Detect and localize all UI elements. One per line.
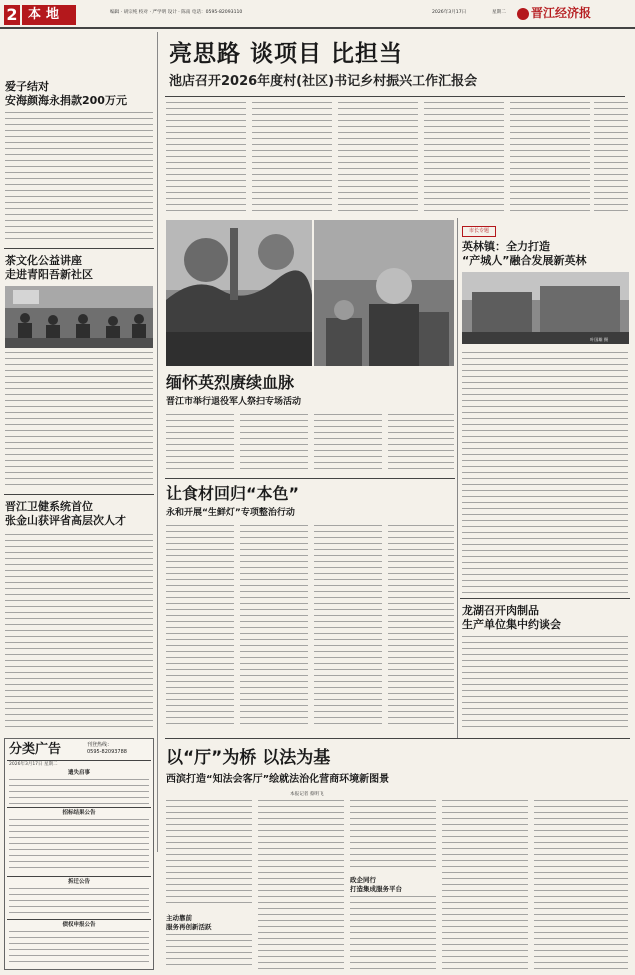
lead-body-col1 [166, 102, 246, 214]
lead-subheadline: 池店召开2026年度村(社区)书记乡村振兴工作汇报会 [169, 74, 478, 89]
factory-photo [462, 272, 629, 344]
lead-body-col5 [510, 102, 590, 214]
ads-divider [7, 876, 151, 877]
ting-subheadline: 西滨打造“知法会客厅”绘就法治化营商环境新图景 [166, 774, 390, 785]
right-story1-title-line2: “产城人”融合发展新英林 [462, 254, 587, 267]
feature-rule [165, 478, 455, 479]
page-number-badge: 2 [4, 5, 20, 25]
left-story1-title [5, 80, 155, 108]
lead-rule [165, 96, 625, 97]
left-rule [4, 248, 154, 249]
ting-headline: 以“厅”为桥 以法为基 [166, 748, 331, 768]
right-story2-body [462, 636, 628, 732]
ceremony-photo [314, 220, 454, 366]
right-rule [460, 598, 630, 599]
feature-body-col2 [240, 414, 308, 474]
ads-notice4-title: 债权申报公告 [62, 922, 96, 928]
left-story3-title [5, 500, 155, 528]
right-story1-title [462, 240, 630, 268]
right-story2-title [462, 604, 630, 632]
right-story1-title-line1: 英林镇：全力打造 [462, 240, 550, 253]
food-subheadline: 永和开展“生鲜灯”专项整治行动 [166, 508, 295, 518]
bottom-sub2-title-line2: 打造集成服务平台 [350, 885, 402, 893]
lead-body-col4 [424, 102, 504, 214]
feature-body-col1 [166, 414, 234, 474]
left-story3-title-line2: 张金山获评省高层次人才 [5, 514, 126, 527]
food-headline: 让食材回归“本色” [166, 484, 300, 503]
ads-title: 分类广告 [9, 742, 62, 757]
lead-body-col2 [252, 102, 332, 214]
ads-rule [7, 760, 151, 761]
ads-notice3-title: 拆迁公告 [67, 879, 90, 885]
left-story2-title [5, 254, 155, 282]
ting-body-col4 [442, 800, 528, 970]
right-story2-title-line2: 生产单位集中约谈会 [462, 618, 561, 631]
bottom-sub1-title-line2: 服务再创新活跃 [166, 923, 212, 931]
food-body-col3 [314, 525, 382, 725]
ads-notice3-body [9, 888, 149, 916]
ting-body-col1b [166, 934, 252, 970]
food-body-col4 [388, 525, 454, 725]
lecture-photo [5, 286, 153, 348]
right-tag: 市长专题 [462, 226, 496, 237]
paper-name: 晋江经济报 [531, 6, 592, 20]
monument-photo [166, 220, 312, 366]
ting-byline: 本报记者 蔡明飞 [290, 792, 324, 797]
bottom-sub1-title [166, 914, 252, 932]
ads-notice4-body [9, 931, 149, 967]
ads-notice2-body [9, 819, 149, 873]
issue-date: 2026年3月17日 [432, 10, 467, 15]
ads-phone-label: 刊登热线： [87, 742, 113, 748]
issue-weekday: 星期二 [492, 10, 506, 15]
ads-divider [7, 807, 151, 808]
ads-divider [7, 919, 151, 920]
left-story2-title-line2: 走进青阳吾新社区 [5, 268, 93, 281]
right-story1-body [462, 352, 628, 594]
lead-body-col3 [338, 102, 418, 214]
ting-body-col5 [534, 800, 628, 970]
food-body-col2 [240, 525, 308, 725]
column-divider [157, 32, 158, 852]
masthead [0, 0, 635, 29]
left-rule [4, 494, 154, 495]
bottom-rule [165, 738, 630, 739]
photo-credit: 叶国雄 摄 [590, 337, 609, 342]
ads-phone: 0595-82093788 [87, 749, 127, 755]
editor-info: 编辑 · 胡宗纯 校对 · 严学明 设计 · 陈南 电话：0595-82093110 [110, 10, 243, 15]
ting-body-col2 [258, 800, 344, 970]
ads-notice1-title: 遗失启事 [67, 770, 90, 776]
bottom-sub1-title-line1: 主动靠前 [166, 914, 192, 922]
left-story1-body [5, 112, 153, 244]
right-story2-title-line1: 龙湖召开肉制品 [462, 604, 539, 617]
left-story3-title-line1: 晋江卫健系统首位 [5, 500, 93, 513]
ting-body-col3 [350, 800, 436, 872]
bottom-sub2-title-line1: 政企同行 [350, 876, 376, 884]
lead-body-col6 [594, 102, 628, 214]
lead-headline: 亮思路 谈项目 比担当 [169, 41, 404, 67]
ting-body-col1 [166, 800, 252, 908]
bottom-sub2-title [350, 876, 436, 894]
left-story3-body [5, 534, 153, 732]
left-story1-title-line1: 爱子结对 [5, 80, 49, 93]
classified-ads [4, 738, 154, 970]
ads-notice2-title: 招标结果公告 [62, 810, 96, 816]
left-story2-body [5, 352, 153, 490]
section-name: 本地 [22, 5, 76, 25]
ads-date-line: 2026年3月17日 星期二 [9, 762, 58, 767]
feature-subheadline: 晋江市举行退役军人祭扫专场活动 [166, 397, 302, 407]
masthead-rule [0, 27, 635, 29]
ads-notice1-body [9, 779, 149, 805]
ting-body-col3b [350, 896, 436, 970]
feature-body-col3 [314, 414, 382, 474]
left-story2-title-line1: 茶文化公益讲座 [5, 254, 82, 267]
paper-logo-icon [517, 8, 529, 20]
left-story1-title-line2: 安海颜海永捐款200万元 [5, 94, 127, 107]
column-divider [457, 218, 458, 738]
food-body-col1 [166, 525, 234, 725]
feature-headline: 缅怀英烈赓续血脉 [166, 373, 295, 392]
feature-body-col4 [388, 414, 454, 474]
